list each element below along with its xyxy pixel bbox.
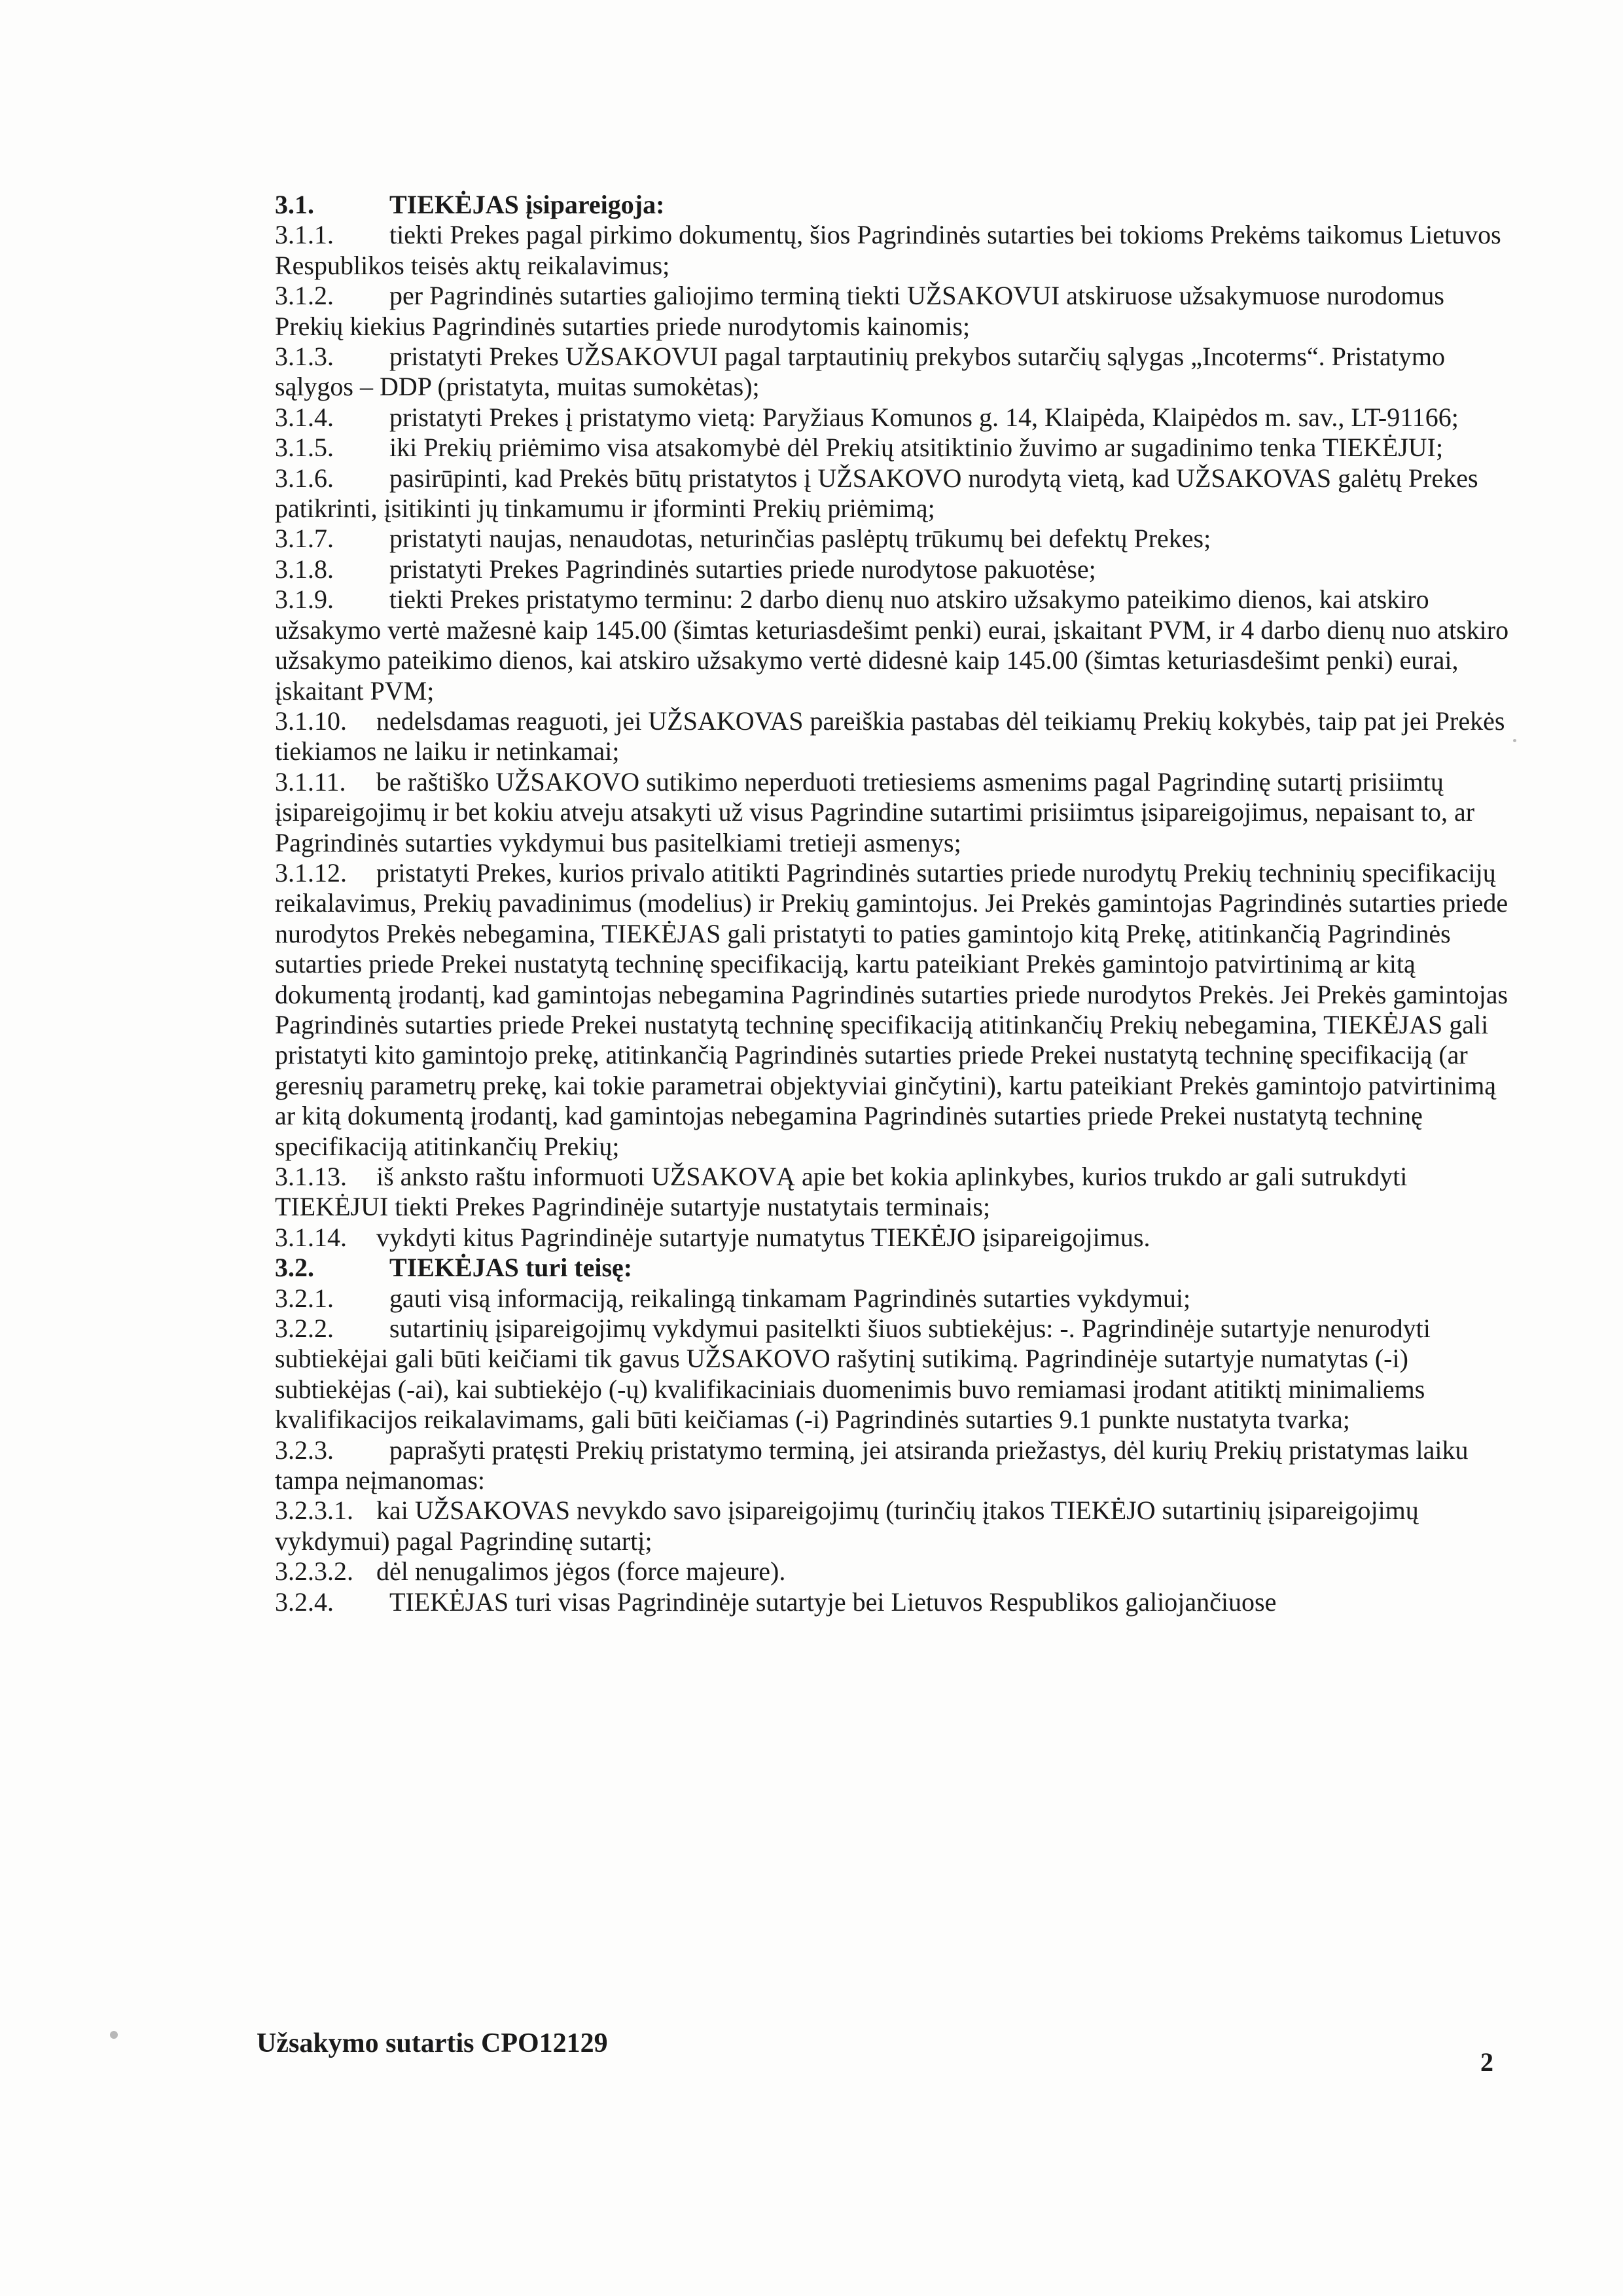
clause-number: 3.1.9.	[275, 584, 334, 615]
clause-number: 3.2.3.2.	[275, 1556, 353, 1587]
clause-number: 3.1.4.	[275, 402, 334, 432]
clause-3-1-4	[275, 403, 1518, 433]
clause-text: pristatyti naujas, nenaudotas, neturinčias paslėptų trūkumų bei defektų Prekes;	[389, 524, 1211, 554]
footer-document-title: Užsakymo sutartis CPO12129	[257, 2028, 608, 2058]
clause-number: 3.1.8.	[275, 554, 334, 584]
clause-3-2-2	[275, 1314, 1518, 1435]
clause-text: pristatyti Prekes, kurios privalo atitikti Pagrindinės sutarties priede nurodytų Prekių techninių specifikacijų reikalavimus, Prekių pavadinimus (modelius) ir Prekių gamintojus. Jei Prekės gamintojas Pagrindinės sutarties priede nurodytos Prekės nebegamina, TIEKĖJAS gali pristatyti to paties gamintojo kitą Prekę, atitinkančią Pagrindinės sutarties priede Prekei nustatytą techninę specifikaciją, kartu pateikiant Prekės gamintojo patvirtinimą ar kitą dokumentą įrodantį, kad gamintojas nebegamina Pagrindinės sutarties priede nurodytos Prekės. Jei Prekės gamintojas Pagrindinės sutarties priede Prekei nustatytą techninę specifikaciją atitinkančių Prekių nebegamina, TIEKĖJAS gali pristatyti kito gamintojo prekę, atitinkančią Pagrindinės sutarties priede Prekei nustatytą techninę specifikaciją (ar geresnių parametrų prekę, kai tokie parametrai objektyviai ginčytini), kartu pateikiant Prekės gamintojo patvirtinimą ar kitą dokumentą įrodantį, kad gamintojas nebegamina Pagrindinės sutarties priede Prekei nustatytą techninę specifikaciją atitinkančių Prekių;	[275, 857, 1508, 1161]
clause-text: TIEKĖJAS įsipareigoja:	[389, 190, 665, 219]
clause-number: 3.1.5.	[275, 433, 334, 463]
clause-text: pristatyti Prekes Pagrindinės sutarties priede nurodytose pakuotėse;	[389, 554, 1096, 584]
clause-number: 3.1.11.	[275, 766, 346, 797]
clause-3-1-13	[275, 1162, 1518, 1223]
clause-number: 3.1.2.	[275, 281, 334, 311]
clause-3-2-4	[275, 1587, 1518, 1617]
clause-text: per Pagrindinės sutarties galiojimo terminą tiekti UŽSAKOVUI atskiruose užsakymuose nurodomus Prekių kiekius Pagrindinės sutarties priede nurodytomis kainomis;	[275, 281, 1444, 341]
clause-3-2-3	[275, 1435, 1518, 1496]
clause-3-1-11	[275, 767, 1518, 858]
clause-3-1-5	[275, 433, 1518, 463]
clause-3-2-3-1	[275, 1496, 1518, 1556]
clause-text: be raštiško UŽSAKOVO sutikimo neperduoti tretiesiems asmenims pagal Pagrindinę sutartį prisiimtų įsipareigojimų ir bet kokiu atveju atsakyti už visus Pagrindine sutartimi prisiimtus įsipareigojimus, nepaisant to, ar Pagrindinės sutarties vykdymui bus pasitelkiami tretieji asmenys;	[275, 766, 1475, 857]
clause-number: 3.2.3.	[275, 1435, 334, 1465]
clause-text: iki Prekių priėmimo visa atsakomybė dėl Prekių atsitiktinio žuvimo ar sugadinimo tenka TIEKĖJUI;	[389, 433, 1444, 463]
clause-text: iš anksto raštu informuoti UŽSAKOVĄ apie bet kokia aplinkybes, kurios trukdo ar gali sutrukdyti TIEKĖJUI tiekti Prekes Pagrindinėje sutartyje nustatytais terminais;	[275, 1162, 1408, 1222]
clause-text: tiekti Prekes pagal pirkimo dokumentų, šios Pagrindinės sutarties bei tokioms Prekėms taikomus Lietuvos Respublikos teisės aktų reikalavimus;	[275, 220, 1501, 280]
clause-3-2-3-2	[275, 1556, 1518, 1587]
clause-number: 3.2.	[275, 1253, 314, 1283]
clause-3-1-9	[275, 584, 1518, 706]
clause-3-1-14	[275, 1223, 1518, 1253]
clause-text: paprašyti pratęsti Prekių pristatymo terminą, jei atsiranda priežastys, dėl kurių Prekių pristatymas laiku tampa neįmanomas:	[275, 1435, 1469, 1496]
clause-number: 3.1.6.	[275, 463, 334, 493]
clause-3-2-1	[275, 1283, 1518, 1314]
clause-3-1-1	[275, 220, 1518, 281]
clause-number: 3.2.1.	[275, 1283, 334, 1313]
clause-text: dėl nenugalimos jėgos (force majeure).	[376, 1556, 786, 1587]
clause-text: pristatyti Prekes UŽSAKOVUI pagal tarptautinių prekybos sutarčių sąlygas „Incoterms“. Pristatymo sąlygos – DDP (pristatyta, muitas sumokėtas);	[275, 342, 1445, 402]
clause-number: 3.1.14.	[275, 1222, 347, 1252]
clause-3-1-2	[275, 281, 1518, 342]
clause-3-1-6	[275, 463, 1518, 524]
clause-3-1-10	[275, 706, 1518, 767]
section-heading-3-1	[275, 190, 1518, 220]
clause-number: 3.1.1.	[275, 220, 334, 250]
clause-number: 3.1.12.	[275, 857, 347, 888]
clause-3-1-7	[275, 524, 1518, 554]
clause-number: 3.1.	[275, 190, 314, 219]
clause-3-1-8	[275, 554, 1518, 584]
clause-text: sutartinių įsipareigojimų vykdymui pasitelkti šiuos subtiekėjus: -. Pagrindinėje sutartyje nenurodyti subtiekėjai gali būti keičiami tik gavus UŽSAKOVO rašytinį sutikimą. Pagrindinėje sutartyje numatytas (-i) subtiekėjas (-ai), kai subtiekėjo (-ų) kvalifikaciniais duomenimis buvo remiamasi įrodant atitiktį minimaliems kvalifikacijos reikalavimams, gali būti keičiamas (-i) Pagrindinės sutarties 9.1 punkte nustatyta tvarka;	[275, 1314, 1431, 1435]
clause-number: 3.2.3.1.	[275, 1496, 353, 1526]
page-number: 2	[1480, 2047, 1493, 2077]
clause-text: nedelsdamas reaguoti, jei UŽSAKOVAS pareiškia pastabas dėl teikiamų Prekių kokybės, taip pat jei Prekės tiekiamos ne laiku ir netinkamai;	[275, 706, 1505, 766]
clause-number: 3.1.10.	[275, 706, 347, 736]
clause-number: 3.2.2.	[275, 1314, 334, 1344]
clause-text: gauti visą informaciją, reikalingą tinkamam Pagrindinės sutarties vykdymui;	[389, 1283, 1191, 1313]
scan-speck	[1513, 739, 1516, 742]
clause-text: TIEKĖJAS turi visas Pagrindinėje sutartyje bei Lietuvos Respublikos galiojančiuose	[389, 1587, 1277, 1617]
clause-text: vykdyti kitus Pagrindinėje sutartyje numatytus TIEKĖJO įsipareigojimus.	[376, 1222, 1150, 1252]
clause-number: 3.1.7.	[275, 524, 334, 554]
clause-number: 3.1.13.	[275, 1162, 347, 1191]
clause-text: tiekti Prekes pristatymo terminu: 2 darbo dienų nuo atskiro užsakymo pateikimo dienos, kai atskiro užsakymo vertė mažesnė kaip 145.00 (šimtas keturiasdešimt penki) eurai, įskaitant PVM, ir 4 darbo dienų nuo atskiro užsakymo pateikimo dienos, kai atskiro užsakymo vertė didesnė kaip 145.00 (šimtas keturiasdešimt penki) eurai, įskaitant PVM;	[275, 584, 1509, 706]
clause-text: pasirūpinti, kad Prekės būtų pristatytos į UŽSAKOVO nurodytą vietą, kad UŽSAKOVAS galėtų Prekes patikrinti, įsitikinti jų tinkamumu ir įforminti Prekių priėmimą;	[275, 463, 1478, 524]
contract-body	[275, 190, 1518, 1617]
clause-3-1-12	[275, 858, 1518, 1162]
clause-text: pristatyti Prekes į pristatymo vietą: Paryžiaus Komunos g. 14, Klaipėda, Klaipėdos m. sav., LT-91166;	[389, 402, 1459, 432]
clause-text: TIEKĖJAS turi teisę:	[389, 1253, 633, 1283]
clause-text: kai UŽSAKOVAS nevykdo savo įsipareigojimų (turinčių įtakos TIEKĖJO sutartinių įsipareigojimų vykdymui) pagal Pagrindinę sutartį;	[275, 1496, 1419, 1556]
section-heading-3-2	[275, 1253, 1518, 1283]
clause-3-1-3	[275, 342, 1518, 403]
scan-speck	[110, 2031, 118, 2039]
clause-number: 3.2.4.	[275, 1587, 334, 1617]
clause-number: 3.1.3.	[275, 342, 334, 372]
